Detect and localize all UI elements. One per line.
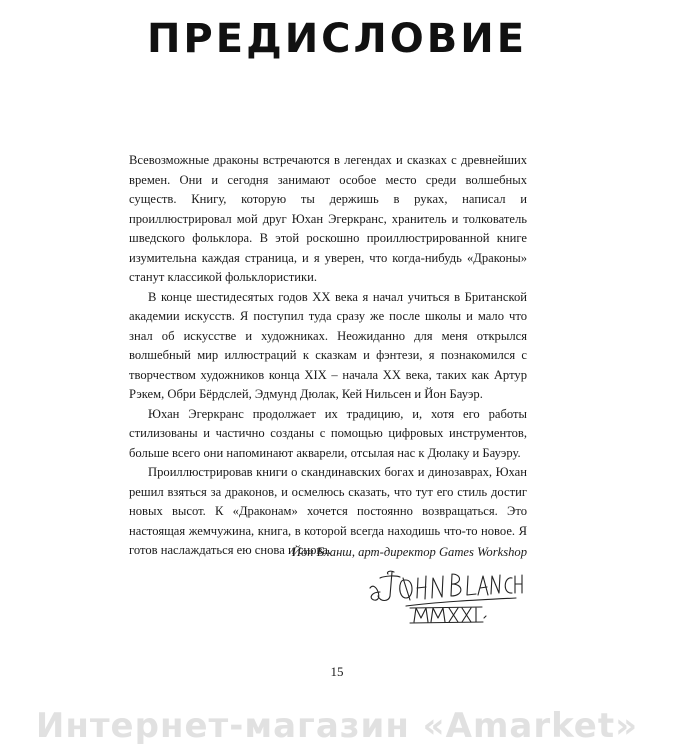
foreword-text [129,151,527,561]
paragraph-1: Всевозможные драконы встречаются в легендах и сказках с древнейших времен. Они и сегодня занимают особое место среди волшебных существ. Книгу, которую ты держишь в руках, написал и проиллюстрировал мой друг Юхан Эгеркранс, хранитель и толкователь шведского фольклора. В этой роскошно проиллюстрированной книге изумительна каждая страница, и я уверен, что когда-нибудь «Драконы» станут классикой фольклористики. [129,153,527,284]
author-attribution: Йон Бланш, арт-директор Games Workshop [291,545,527,559]
paragraph-3: Юхан Эгеркранс продолжает их традицию, и, хотя его работы стилизованы и частично созданы с помощью цифровых инструментов, больше всего они напоминают акварели, отсылая нас к Дюлаку и Бауэру. [129,406,527,460]
handwritten-signature [366,566,526,628]
watermark: Интернет-магазин «Amarket» [35,706,639,746]
page-number: 15 [330,664,344,679]
paragraph-2: В конце шестидесятых годов XX века я начал учиться в Британской академии искусств. Я поступил туда сразу же после школы и мало что знал об искусстве и художниках. Неожиданно для меня открылся волшебный мир иллюстраций к сказкам и фэнтези, я познакомился с творчеством художников конца XIX – начала XX века, таких как Артур Рэкем, Обри Бёрдслей, Эдмунд Дюлак, Кей Нильсен и Йон Бауэр. [129,289,527,401]
page-title: ПРЕДИСЛОВИЕ [146,16,528,62]
paragraph-4: Проиллюстрировав книги о скандинавских богах и динозаврах, Юхан решил взяться за драконов, и осмелюсь сказать, что тут его стиль достиг новых высот. К «Драконам» хочется постоянно возвращаться. Это настоящая жемчужина, книга, в которой всегда находишь что-то новое. Я готов наслаждаться ею снова и снова. [129,465,527,557]
